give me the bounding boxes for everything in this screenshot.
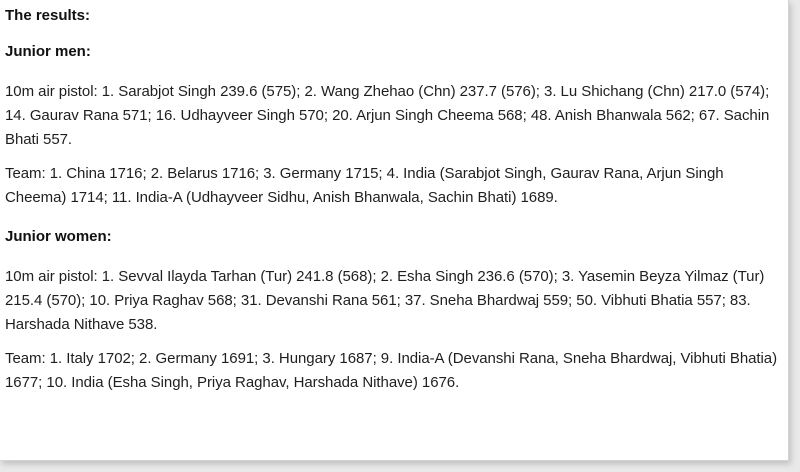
- article-content: [5, 6, 781, 395]
- section-heading-junior-women: Junior women:: [5, 228, 112, 245]
- section-heading-junior-men: Junior men:: [5, 43, 91, 60]
- results-title: The results:: [5, 7, 91, 24]
- junior-men-team-results: Team: 1. China 1716; 2. Belarus 1716; 3. Germany 1715; 4. India (Sarabjot Singh, Gaurav Rana, Arjun Singh Cheema) 1714; 11. India-A (Udhayveer Sidhu, Anish Bhanwala, Sachin Bhati) 1689.: [5, 165, 724, 206]
- junior-men-pistol-results: 10m air pistol: 1. Sarabjot Singh 239.6 (575); 2. Wang Zhehao (Chn) 237.7 (576); 3. Lu Shichang (Chn) 217.0 (574); 14. Gaurav Rana 571; 16. Udhayveer Singh 570; 20. Arjun Singh Cheema 568; 48. Anish Bhanwala 562; 67. Sachin Bhati 557.: [5, 83, 770, 148]
- junior-women-team-results: Team: 1. Italy 1702; 2. Germany 1691; 3. Hungary 1687; 9. India-A (Devanshi Rana, Sneha Bhardwaj, Vibhuti Bhatia) 1677; 10. India (Esha Singh, Priya Raghav, Harshada Nithave) 1676.: [5, 350, 778, 391]
- junior-women-pistol-results: 10m air pistol: 1. Sevval Ilayda Tarhan (Tur) 241.8 (568); 2. Esha Singh 236.6 (570); 3. Yasemin Beyza Yilmaz (Tur) 215.4 (570); 10. Priya Raghav 568; 31. Devanshi Rana 561; 37. Sneha Bhardwaj 559; 50. Vibhuti Bhatia 557; 83. Harshada Nithave 538.: [5, 268, 765, 333]
